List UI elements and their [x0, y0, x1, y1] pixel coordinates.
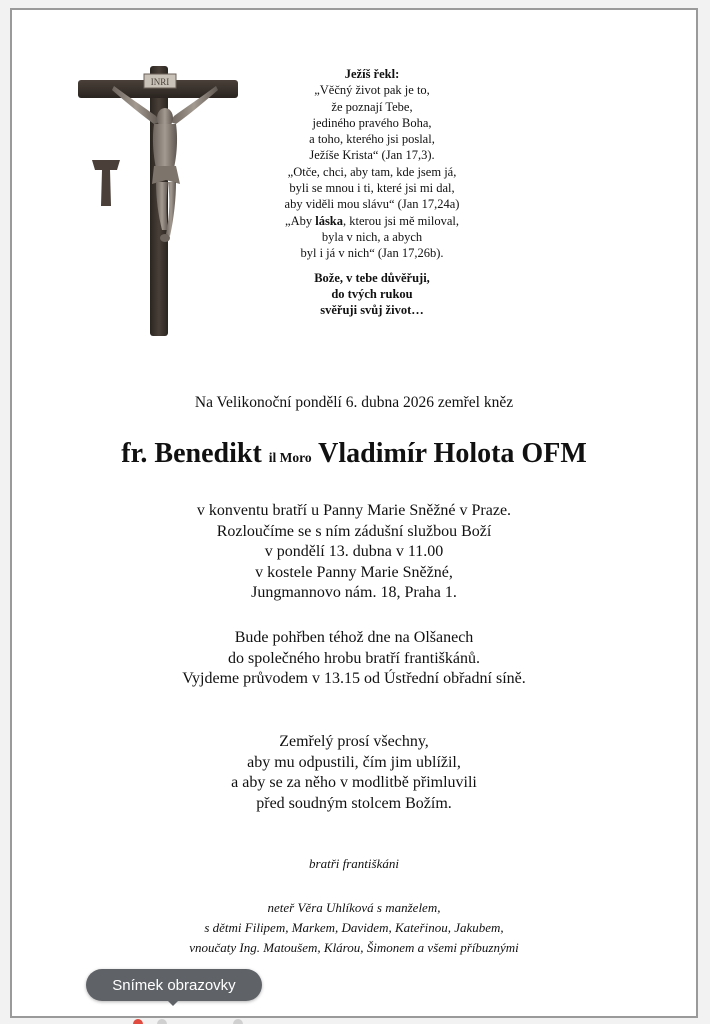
plea-line: aby mu odpustili, čím jim ublížil,	[247, 753, 461, 771]
plea-line: Zemřelý prosí všechny,	[279, 733, 429, 750]
burial-line: Bude pohřben téhož dne na Olšanech	[234, 629, 474, 646]
plea-line: před soudným stolcem Božím.	[256, 794, 452, 812]
quote-line: „Otče, chci, aby tam, kde jsem já,	[287, 164, 457, 179]
detail-line: v kostele Panny Marie Sněžné,	[255, 563, 453, 581]
signature-brothers: bratři františkáni	[309, 856, 399, 871]
quote-line: že poznají Tebe,	[331, 99, 413, 114]
detail-line: v pondělí 13. dubna v 11.00	[264, 543, 444, 560]
quote-line: byla v nich, a abych	[321, 229, 423, 244]
death-announcement: Na Velikonoční pondělí 6. dubna 2026 zemřel kněz	[194, 394, 514, 411]
detail-line: v konventu bratří u Panny Marie Sněžné v Praze.	[196, 502, 512, 519]
burial-details	[12, 628, 696, 690]
name-nickname: il Moro	[268, 450, 312, 465]
obituary-page	[10, 8, 698, 1018]
signature-family	[12, 898, 696, 958]
burial-line: do společného hrobu bratří františkánů.	[228, 649, 480, 667]
quote-line: „Věčný život pak je to,	[314, 83, 430, 98]
quote-line: jediného pravého Boha,	[312, 115, 432, 130]
thumbnail-strip	[120, 1018, 250, 1024]
crucifix-image	[70, 58, 240, 338]
family-line: s dětmi Filipem, Markem, Davidem, Kateřinou, Jakubem,	[204, 920, 504, 935]
tooltip-pointer	[166, 999, 180, 1006]
name-part: fr. Benedikt	[121, 438, 262, 469]
plea-text	[12, 732, 696, 814]
quote-line: aby viděli mou slávu“ (Jan 17,24a)	[284, 197, 460, 212]
name-part: Vladimír Holota OFM	[318, 438, 587, 469]
quote-line: byli se mnou i ti, které jsi mi dal,	[289, 181, 455, 196]
detail-line: Jungmannovo nám. 18, Praha 1.	[251, 584, 457, 601]
plea-line: a aby se za něho v modlitbě přimluvili	[231, 774, 477, 791]
quote-line: byl i já v nich“ (Jan 17,26b).	[300, 246, 444, 261]
prayer-line: do tvých rukou	[331, 286, 413, 301]
deceased-name	[12, 438, 696, 470]
family-line: neteř Věra Uhlíková s manželem,	[267, 900, 441, 915]
quote-line: a toho, kterého jsi poslal,	[309, 132, 435, 147]
inri-text: INRI	[150, 77, 170, 87]
quote-intro: Ježíš řekl:	[344, 67, 400, 81]
scripture-quote	[250, 66, 494, 318]
family-line: vnoučaty Ing. Matoušem, Klárou, Šimonem a všemi příbuznými	[189, 940, 519, 955]
prayer-line: svěřuji svůj život…	[320, 303, 424, 318]
detail-line: Rozloučíme se s ním zádušní službou Boží	[216, 522, 492, 540]
prayer-line: Bože, v tebe důvěřuji,	[314, 270, 430, 285]
emphasis-word: láska	[315, 213, 344, 228]
screenshot-tooltip[interactable]: Snímek obrazovky	[86, 969, 262, 1001]
funeral-details	[12, 501, 696, 604]
burial-line: Vyjdeme průvodem v 13.15 od Ústřední obřadní síně.	[182, 670, 526, 687]
quote-line: Ježíše Krista“ (Jan 17,3).	[309, 148, 435, 163]
quote-line: „Aby láska, kterou jsi mě miloval,	[285, 213, 459, 228]
